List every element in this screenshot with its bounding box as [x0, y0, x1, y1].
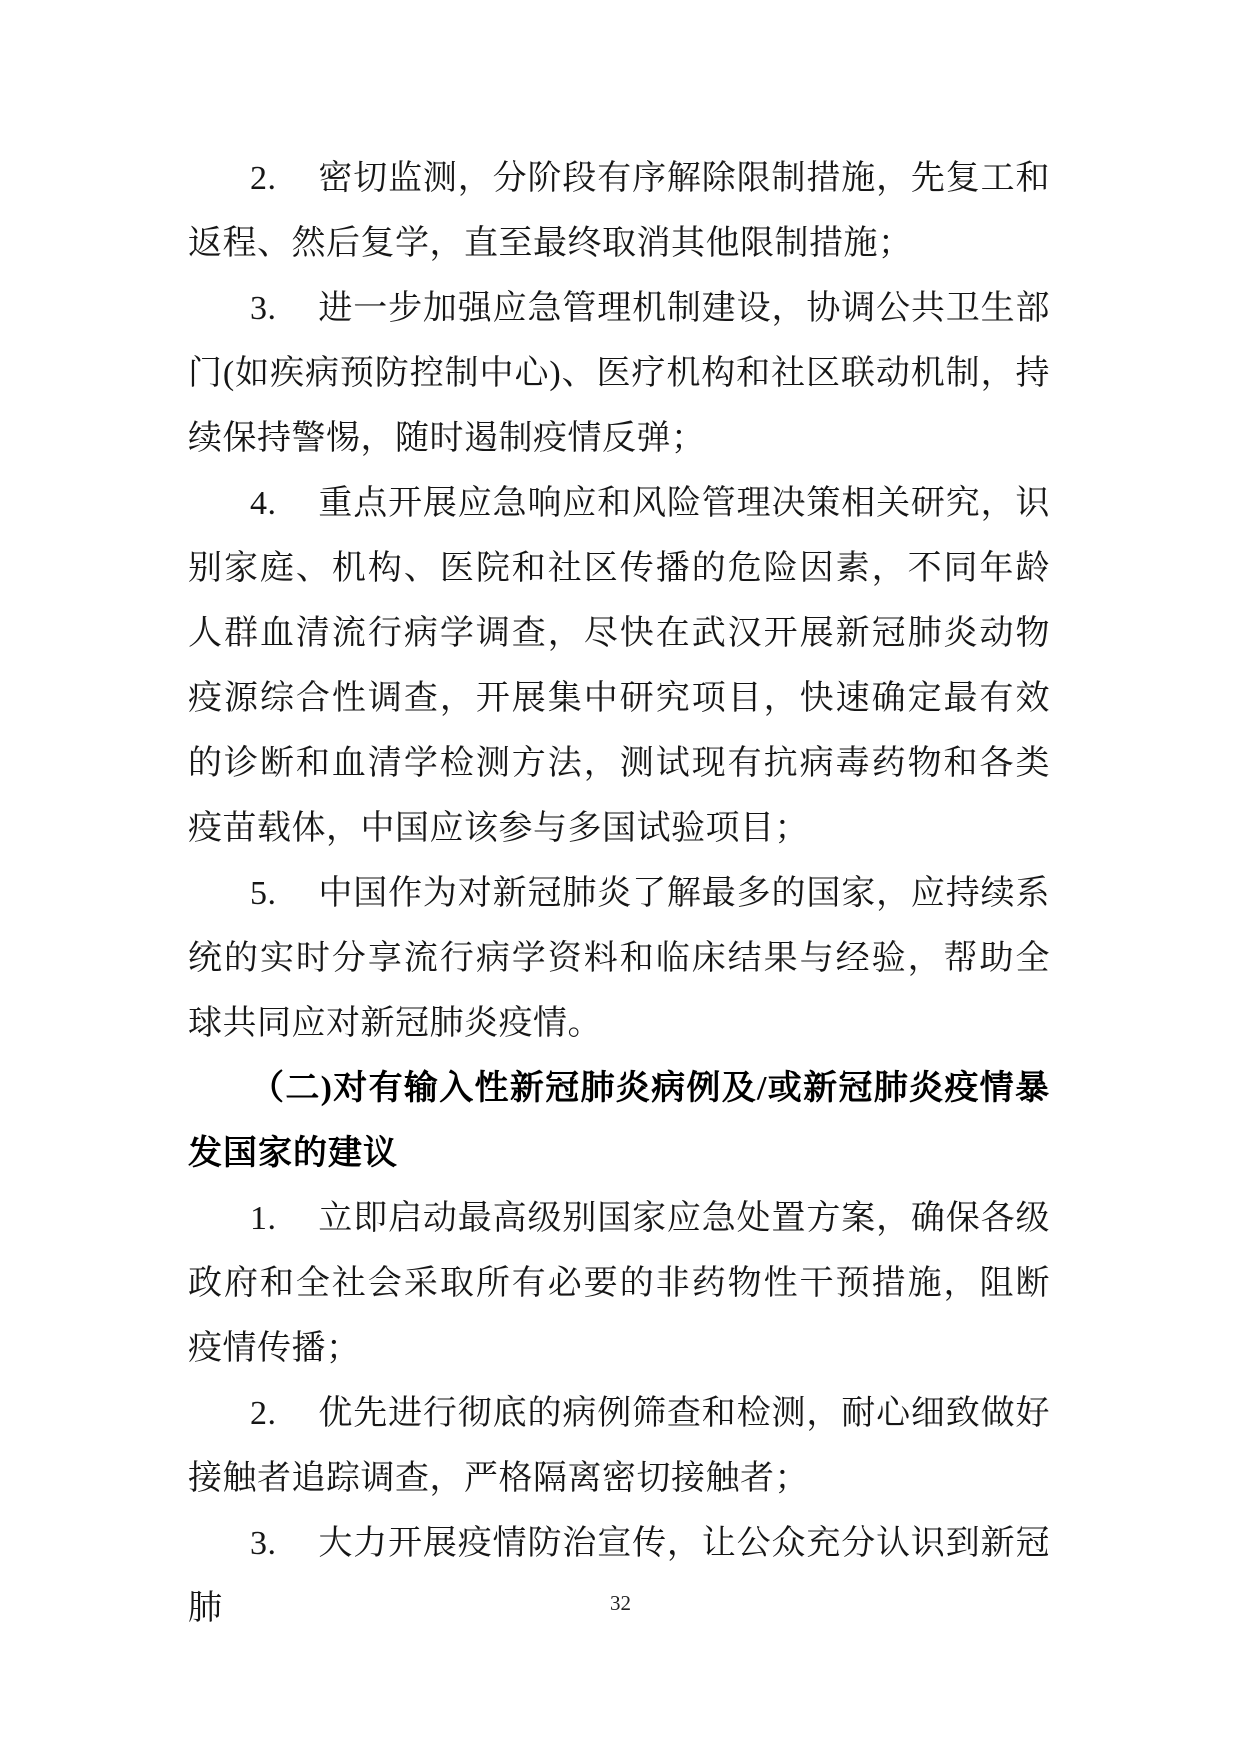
page-body — [188, 146, 1050, 1641]
section-heading — [188, 1056, 1050, 1186]
section-heading-text: （二)对有输入性新冠肺炎病例及/或新冠肺炎疫情暴发国家的建议 — [188, 1070, 1050, 1172]
list-item-1b — [188, 1186, 1050, 1381]
list-marker: 3. — [250, 290, 277, 327]
list-item-3 — [188, 276, 1050, 471]
list-item-2 — [188, 146, 1050, 276]
list-marker: 2. — [250, 1395, 277, 1432]
list-item-text: 进一步加强应急管理机制建设，协调公共卫生部门(如疾病预防控制中心)、医疗机构和社区联动机制，持续保持警惕，随时遏制疫情反弹； — [188, 290, 1050, 457]
list-item-text: 密切监测，分阶段有序解除限制措施，先复工和返程、然后复学，直至最终取消其他限制措施； — [188, 160, 1050, 262]
list-marker: 1. — [250, 1200, 277, 1237]
list-marker: 5. — [250, 875, 277, 912]
list-item-5 — [188, 861, 1050, 1056]
page-number: 32 — [610, 1591, 631, 1615]
list-item-text: 大力开展疫情防治宣传，让公众充分认识到新冠肺 — [188, 1525, 1050, 1627]
list-marker: 2. — [250, 160, 277, 197]
list-item-3b — [188, 1511, 1050, 1641]
list-item-2b — [188, 1381, 1050, 1511]
list-marker: 3. — [250, 1525, 277, 1562]
list-item-4 — [188, 471, 1050, 861]
list-item-text: 中国作为对新冠肺炎了解最多的国家，应持续系统的实时分享流行病学资料和临床结果与经验，帮助全球共同应对新冠肺炎疫情。 — [188, 875, 1050, 1042]
list-marker: 4. — [250, 485, 277, 522]
list-item-text: 立即启动最高级别国家应急处置方案，确保各级政府和全社会采取所有必要的非药物性干预措施，阻断疫情传播； — [188, 1200, 1050, 1367]
list-item-text: 重点开展应急响应和风险管理决策相关研究，识别家庭、机构、医院和社区传播的危险因素，不同年龄人群血清流行病学调查，尽快在武汉开展新冠肺炎动物疫源综合性调查，开展集中研究项目，快速确定最有效的诊断和血清学检测方法，测试现有抗病毒药物和各类疫苗载体，中国应该参与多国试验项目； — [188, 485, 1050, 847]
list-item-text: 优先进行彻底的病例筛查和检测，耐心细致做好接触者追踪调查，严格隔离密切接触者； — [188, 1395, 1050, 1497]
